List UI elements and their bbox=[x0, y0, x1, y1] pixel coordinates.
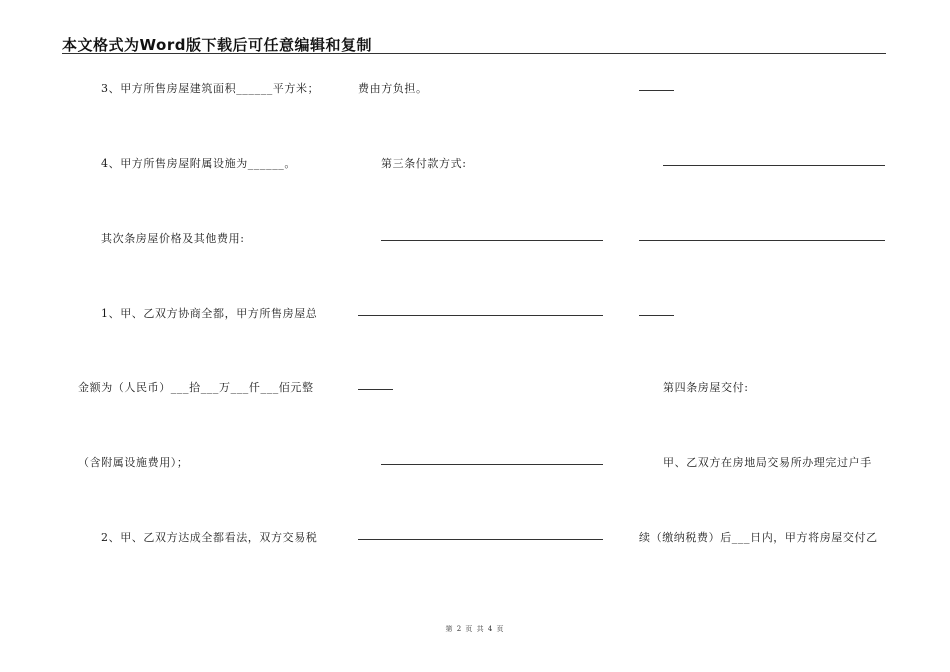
blank-line bbox=[358, 389, 393, 390]
blank-line bbox=[639, 90, 674, 91]
blank-line bbox=[381, 464, 603, 465]
blank-line bbox=[358, 539, 603, 540]
page-number: 第 2 页 共 4 页 bbox=[445, 625, 505, 633]
clause-1-price-line3: （含附属设施费用）； bbox=[78, 456, 189, 469]
article-3-heading: 第三条付款方式: bbox=[381, 157, 467, 170]
clause-2-tax-line1: 2、甲、乙双方达成全都看法，双方交易税 bbox=[101, 531, 318, 544]
blank-line bbox=[663, 165, 885, 166]
blank-line bbox=[358, 315, 603, 316]
clause-1-price-line1: 1、甲、乙双方协商全都，甲方所售房屋总 bbox=[101, 307, 318, 320]
article-4-heading: 第四条房屋交付: bbox=[663, 381, 749, 394]
clause-4-facilities: 4、甲方所售房屋附属设施为______。 bbox=[101, 157, 296, 170]
delivery-text-line2: 续（缴纳税费）后___日内，甲方将房屋交付乙 bbox=[639, 531, 878, 544]
delivery-text-line1: 甲、乙双方在房地局交易所办理完过户手 bbox=[663, 456, 872, 469]
header-divider bbox=[62, 53, 886, 54]
document-header-title: 本文格式为Word版下载后可任意编辑和复制 bbox=[62, 36, 372, 54]
clause-3-area: 3、甲方所售房屋建筑面积______平方米； bbox=[101, 82, 320, 95]
blank-line bbox=[381, 240, 603, 241]
article-2-heading: 其次条房屋价格及其他费用: bbox=[101, 232, 245, 245]
blank-line bbox=[639, 315, 674, 316]
blank-line bbox=[639, 240, 885, 241]
clause-1-price-line2: 金额为（人民币）___拾___万___仟___佰元整 bbox=[78, 381, 314, 394]
tax-burden-text: 费由方负担。 bbox=[358, 82, 428, 95]
